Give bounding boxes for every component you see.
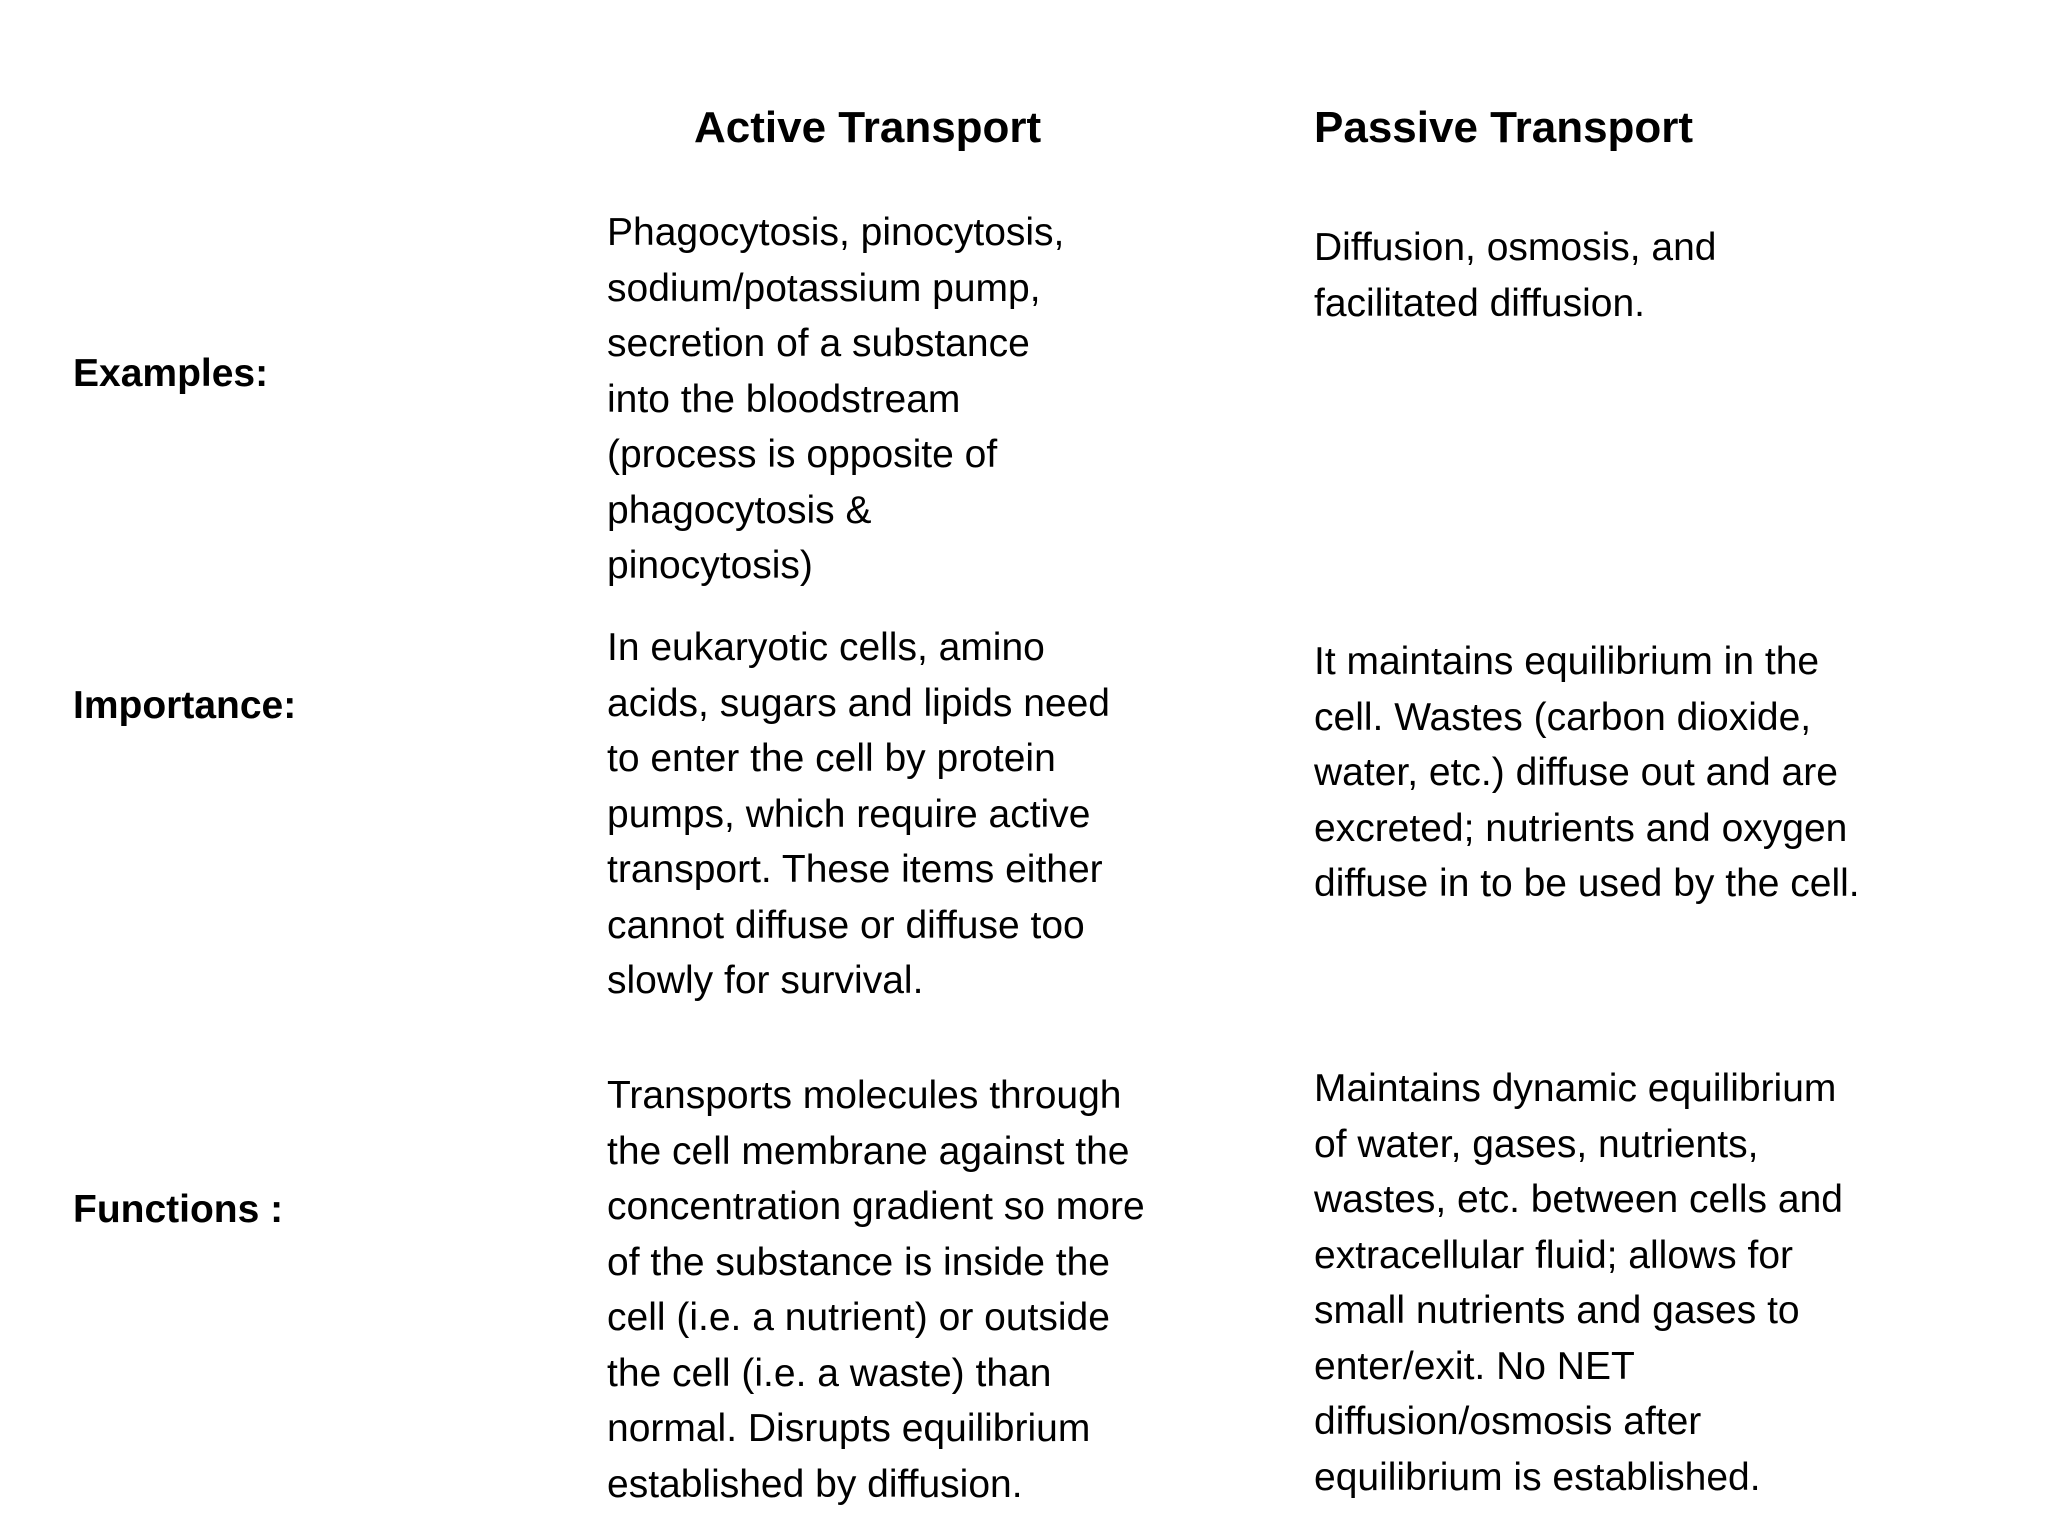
functions-active-line: established by diffusion. bbox=[607, 1462, 1023, 1506]
functions-passive-line: of water, gases, nutrients, bbox=[1314, 1122, 1759, 1166]
functions-active-line: normal. Disrupts equilibrium bbox=[607, 1407, 1091, 1450]
examples-active-line: (process is opposite of bbox=[607, 433, 998, 476]
importance-active-line: to enter the cell by protein bbox=[607, 737, 1056, 780]
importance-passive-line: It maintains equilibrium in the bbox=[1314, 640, 1820, 683]
examples-passive-line: Diffusion, osmosis, and bbox=[1314, 226, 1717, 269]
functions-passive-cell bbox=[1314, 1061, 1843, 1505]
importance-active-line: slowly for survival. bbox=[607, 959, 924, 1002]
row-label-functions: Functions : bbox=[73, 1188, 284, 1231]
functions-passive-line: equilibrium is established. bbox=[1314, 1455, 1761, 1499]
functions-active-line: the cell (i.e. a waste) than bbox=[607, 1351, 1052, 1395]
importance-active-line: cannot diffuse or diffuse too bbox=[607, 903, 1085, 947]
examples-active-line: phagocytosis & bbox=[607, 488, 872, 532]
examples-passive-line: facilitated diffusion. bbox=[1314, 281, 1645, 325]
functions-passive-line: wastes, etc. between cells and bbox=[1314, 1178, 1843, 1221]
importance-passive-line: cell. Wastes (carbon dioxide, bbox=[1314, 695, 1812, 739]
row-label-importance: Importance: bbox=[73, 684, 297, 727]
importance-active-line: acids, sugars and lipids need bbox=[607, 681, 1110, 725]
functions-passive-line: extracellular fluid; allows for bbox=[1314, 1233, 1794, 1277]
examples-passive-cell bbox=[1314, 220, 1716, 331]
importance-active-line: transport. These items either bbox=[607, 848, 1103, 891]
header-passive-transport: Passive Transport bbox=[1314, 103, 1694, 152]
functions-active-line: cell (i.e. a nutrient) or outside bbox=[607, 1296, 1110, 1339]
header-active-transport: Active Transport bbox=[694, 103, 1042, 152]
functions-passive-line: diffusion/osmosis after bbox=[1314, 1400, 1702, 1443]
importance-passive-line: diffuse in to be used by the cell. bbox=[1314, 862, 1860, 905]
examples-active-line: into the bloodstream bbox=[607, 377, 961, 421]
importance-passive-cell bbox=[1314, 634, 1860, 912]
examples-active-line: Phagocytosis, pinocytosis, bbox=[607, 211, 1065, 254]
functions-active-cell bbox=[607, 1068, 1145, 1512]
importance-passive-line: excreted; nutrients and oxygen bbox=[1314, 806, 1848, 850]
importance-active-line: In eukaryotic cells, amino bbox=[607, 626, 1045, 669]
functions-active-line: concentration gradient so more bbox=[607, 1185, 1145, 1228]
functions-passive-line: enter/exit. No NET bbox=[1314, 1344, 1635, 1388]
functions-active-line: of the substance is inside the bbox=[607, 1240, 1110, 1284]
examples-active-cell bbox=[607, 205, 1064, 594]
importance-active-cell bbox=[607, 620, 1110, 1009]
functions-active-line: Transports molecules through bbox=[607, 1074, 1122, 1117]
row-label-examples: Examples: bbox=[73, 352, 269, 395]
examples-active-line: pinocytosis) bbox=[607, 544, 813, 587]
examples-active-line: secretion of a substance bbox=[607, 322, 1030, 365]
examples-active-line: sodium/potassium pump, bbox=[607, 266, 1041, 310]
functions-passive-line: Maintains dynamic equilibrium bbox=[1314, 1067, 1837, 1110]
functions-passive-line: small nutrients and gases to bbox=[1314, 1289, 1800, 1332]
importance-active-line: pumps, which require active bbox=[607, 792, 1091, 836]
importance-passive-line: water, etc.) diffuse out and are bbox=[1314, 751, 1838, 794]
functions-active-line: the cell membrane against the bbox=[607, 1129, 1130, 1173]
